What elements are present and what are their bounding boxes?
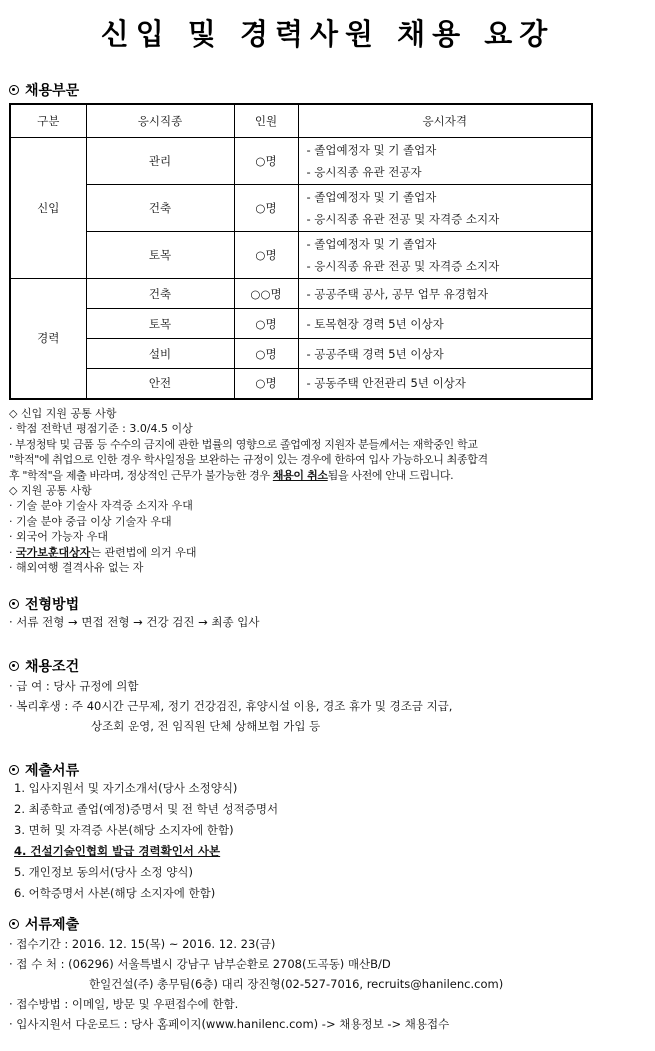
circle-bullet-icon — [9, 919, 19, 929]
table-header-row — [10, 104, 592, 138]
submission-method: · 접수방법 : 이메일, 방문 및 우편접수에 한함. — [9, 997, 239, 1011]
circle-bullet-icon — [9, 765, 19, 775]
job-cell: 토목 — [86, 309, 234, 339]
submission-address-cont: 한일건설(주) 총무팀(6층) 대리 장진형(02-527-7016, recruits@hanilenc.com) — [89, 977, 504, 991]
qualification-line: - 응시직종 유관 전공자 — [306, 165, 422, 179]
note-line: "학적"에 취업으로 인한 경우 학사일정을 보완하는 규정이 있는 경우에 한하여 입사 가능하오니 최종합격 — [9, 453, 488, 467]
note-text: · — [9, 545, 16, 559]
qualification-cell: - 공공주택 공사, 공무 업무 유경험자 — [298, 279, 592, 309]
section-submission — [9, 914, 79, 934]
section-label: 전형방법 — [25, 597, 80, 613]
selection-steps: · 서류 전형 → 면접 전형 → 건강 검진 → 최종 입사 — [9, 615, 260, 629]
qualification-cell: - 공공주택 경력 5년 이상자 — [298, 339, 592, 369]
document-item: 2. 최종학교 졸업(예정)증명서 및 전 학년 성적증명서 — [14, 802, 279, 816]
selection-block — [9, 612, 260, 633]
qualification-cell — [298, 185, 592, 232]
table-row — [10, 309, 592, 339]
note-title: ◇ 신입 지원 공통 사항 — [9, 407, 117, 420]
submission-period: · 접수기간 : 2016. 12. 15(목) ~ 2016. 12. 23(금) — [9, 937, 276, 951]
condition-welfare-cont: 상조회 운영, 전 임직원 단체 상해보험 가입 등 — [91, 719, 321, 733]
table-row — [10, 339, 592, 369]
note-line: · 부정청탁 및 금품 등 수수의 금지에 관한 법률의 영향으로 졸업예정 지원자 분들께서는 재학중인 학교 — [9, 437, 478, 451]
documents-list — [14, 778, 278, 904]
circle-bullet-icon — [9, 661, 19, 671]
submission-block — [9, 934, 503, 1034]
document-item: 6. 어학증명서 사본(해당 소지자에 한함) — [14, 886, 216, 900]
header-category: 구분 — [10, 104, 86, 138]
job-cell: 설비 — [86, 339, 234, 369]
note-line — [9, 468, 488, 483]
section-recruit-field — [9, 80, 79, 100]
job-cell: 관리 — [86, 138, 234, 185]
note-emphasis: 채용이 취소 — [272, 468, 328, 482]
section-documents — [9, 760, 79, 780]
count-cell: ○○명 — [234, 279, 298, 309]
section-label: 서류제출 — [25, 917, 80, 933]
note-line: · 해외여행 결격사유 없는 자 — [9, 561, 144, 575]
note-text: 됨을 사전에 안내 드립니다. — [327, 468, 454, 482]
note-line: · 기술 분야 중급 이상 기술자 우대 — [9, 514, 172, 528]
condition-welfare: · 복리후생 : 주 40시간 근무제, 정기 건강검진, 휴양시설 이용, 경조 휴가 및 경조금 지급, — [9, 699, 453, 713]
qualification-cell: - 토목현장 경력 5년 이상자 — [298, 309, 592, 339]
page-title: 신입 및 경력사원 채용 요강 — [100, 17, 555, 51]
qualification-line: - 응시직종 유관 전공 및 자격증 소지자 — [306, 259, 500, 273]
note-text: 후 "학적"을 제출 바라며, 정상적인 근무가 불가능한 경우 — [9, 468, 273, 482]
qualification-cell: - 공동주택 안전관리 5년 이상자 — [298, 369, 592, 399]
note-emphasis: 국가보훈대상자 — [16, 545, 91, 559]
qualification-cell — [298, 138, 592, 185]
submission-download: · 입사지원서 다운로드 : 당사 홈페이지(www.hanilenc.com) -> 채용정보 -> 채용접수 — [9, 1017, 450, 1031]
job-cell: 안전 — [86, 369, 234, 399]
job-cell: 건축 — [86, 185, 234, 232]
document-item: 3. 면허 및 자격증 사본(해당 소지자에 한함) — [14, 823, 234, 837]
count-cell: ○명 — [234, 138, 298, 185]
header-qualification: 응시자격 — [298, 104, 592, 138]
section-label: 채용부문 — [25, 83, 80, 99]
count-cell: ○명 — [234, 339, 298, 369]
circle-bullet-icon — [9, 599, 19, 609]
note-text: 는 관련법에 의거 우대 — [90, 545, 197, 559]
conditions-block — [9, 676, 452, 736]
section-label: 채용조건 — [25, 659, 80, 675]
section-conditions — [9, 656, 79, 676]
category-cell: 신입 — [10, 138, 86, 279]
qualification-line: - 졸업예정자 및 기 졸업자 — [306, 237, 437, 251]
note-line: · 외국어 가능자 우대 — [9, 530, 108, 544]
condition-salary: · 급 여 : 당사 규정에 의함 — [9, 679, 139, 693]
qualification-line: - 응시직종 유관 전공 및 자격증 소지자 — [306, 212, 500, 226]
note-line — [9, 545, 488, 560]
document-item: 1. 입사지원서 및 자기소개서(당사 소정양식) — [14, 781, 238, 795]
section-label: 제출서류 — [25, 763, 80, 779]
count-cell: ○명 — [234, 369, 298, 399]
count-cell: ○명 — [234, 185, 298, 232]
qualification-line: - 졸업예정자 및 기 졸업자 — [306, 143, 437, 157]
table-row — [10, 185, 592, 232]
header-count: 인원 — [234, 104, 298, 138]
note-title: ◇ 지원 공통 사항 — [9, 484, 92, 498]
qualification-line: - 졸업예정자 및 기 졸업자 — [306, 190, 437, 204]
header-job: 응시직종 — [86, 104, 234, 138]
count-cell: ○명 — [234, 309, 298, 339]
table-row — [10, 279, 592, 309]
document-item-emphasis: 4. 건설기술인협회 발급 경력확인서 사본 — [14, 844, 221, 858]
job-cell: 건축 — [86, 279, 234, 309]
note-line: · 기술 분야 기술사 자격증 소지자 우대 — [9, 499, 193, 513]
job-cell: 토목 — [86, 232, 234, 279]
notes-block — [9, 406, 488, 575]
circle-bullet-icon — [9, 85, 19, 95]
note-line: · 학점 전학년 평점기준 : 3.0/4.5 이상 — [9, 422, 193, 436]
table-row — [10, 369, 592, 399]
section-selection — [9, 594, 79, 614]
table-row — [10, 232, 592, 279]
count-cell: ○명 — [234, 232, 298, 279]
qualification-cell — [298, 232, 592, 279]
recruit-table — [9, 103, 593, 400]
table-row — [10, 138, 592, 185]
submission-address: · 접 수 처 : (06296) 서울특별시 강남구 남부순환로 2708(도곡동) 매산B/D — [9, 957, 391, 971]
document-item: 5. 개인정보 동의서(당사 소정 양식) — [14, 865, 193, 879]
category-cell: 경력 — [10, 279, 86, 399]
